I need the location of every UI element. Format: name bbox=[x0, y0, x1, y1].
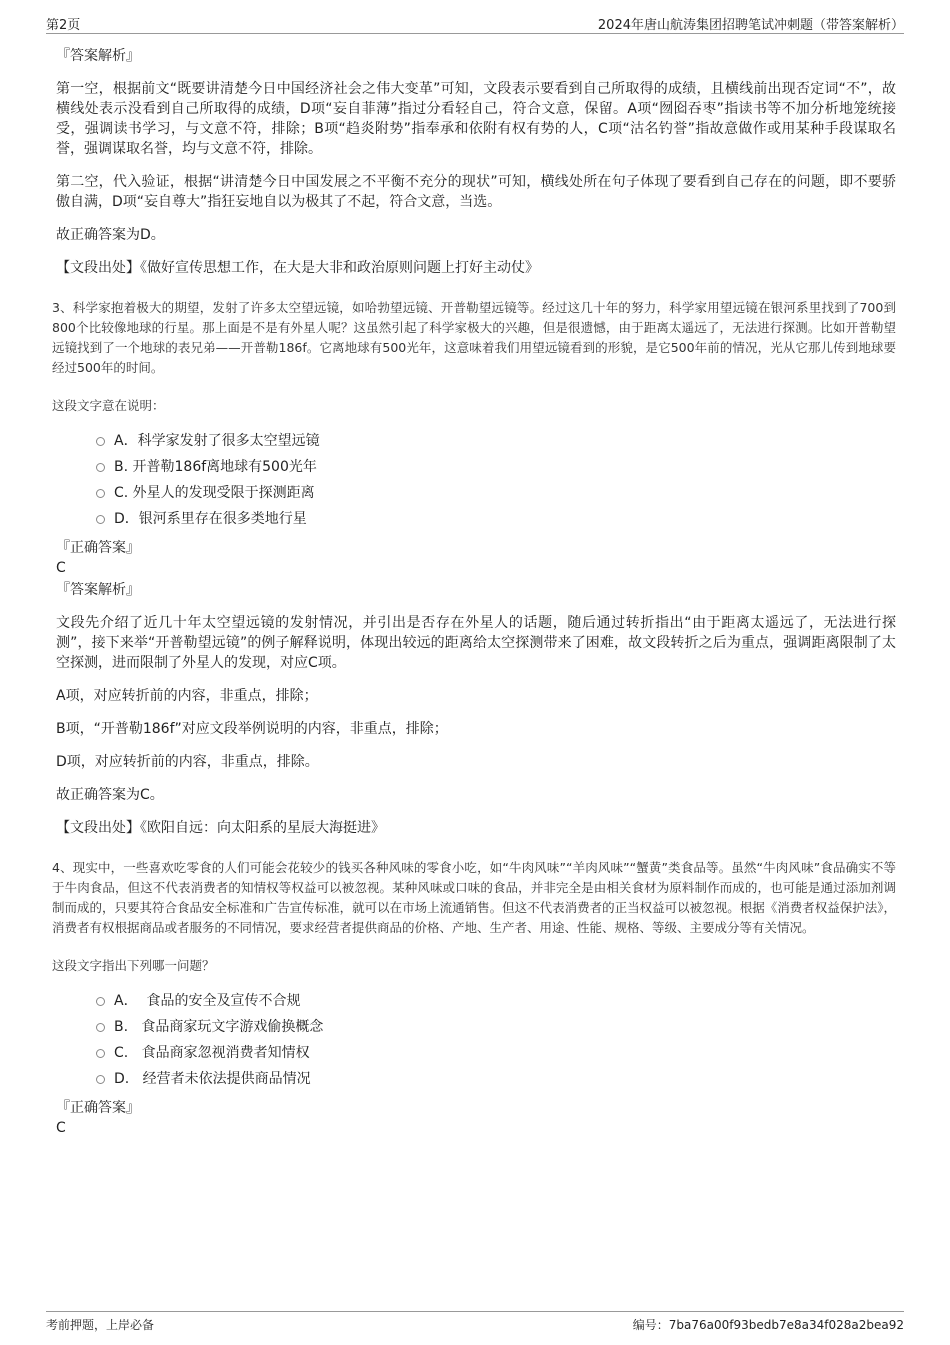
radio-icon[interactable] bbox=[96, 515, 105, 524]
analysis-label: 『答案解析』 bbox=[56, 48, 140, 64]
answer-conclusion: 故正确答案为C。 bbox=[56, 787, 164, 803]
radio-icon[interactable] bbox=[96, 489, 105, 498]
option-b[interactable] bbox=[96, 1014, 896, 1040]
answer-analysis-block-1 bbox=[56, 46, 896, 278]
option-list bbox=[96, 988, 896, 1092]
analysis-paragraph: D项，对应转折前的内容，非重点，排除。 bbox=[56, 754, 319, 770]
analysis-paragraph: A项，对应转折前的内容，非重点，排除； bbox=[56, 688, 318, 704]
option-label: B. 开普勒186f离地球有500光年 bbox=[114, 459, 317, 475]
option-list bbox=[96, 428, 896, 532]
option-label: B. 食品商家玩文字游戏偷换概念 bbox=[114, 1019, 324, 1035]
page-footer bbox=[46, 1311, 904, 1333]
document-title: 2024年唐山航涛集团招聘笔试冲刺题（带答案解析） bbox=[597, 18, 904, 33]
option-label: C. 食品商家忽视消费者知情权 bbox=[114, 1045, 310, 1061]
question-3 bbox=[52, 298, 896, 838]
page-content bbox=[52, 46, 896, 1140]
correct-answer: C bbox=[56, 560, 66, 576]
analysis-label: 『答案解析』 bbox=[56, 582, 140, 598]
correct-answer-label: 『正确答案』 bbox=[56, 540, 140, 556]
radio-icon[interactable] bbox=[96, 463, 105, 472]
analysis-paragraph: 文段先介绍了近几十年太空望远镜的发射情况，并引出是否存在外星人的话题，随后通过转折指出“由于距离太遥远了，无法进行探测”，接下来举“开普勒望远镜”的例子解释说明，体现出较远的距离给太空探测带来了困难，故文段转折之后为重点，强调距离限制了太空探测，进而限制了外星人的发现，对应C项。 bbox=[56, 615, 896, 671]
passage-source: 【文段出处】《做好宣传思想工作，在大是大非和政治原则问题上打好主动仗》 bbox=[56, 260, 539, 276]
passage-source: 【文段出处】《欧阳自远：向太阳系的星辰大海挺进》 bbox=[56, 820, 385, 836]
radio-icon[interactable] bbox=[96, 1075, 105, 1084]
question-prompt: 这段文字意在说明： bbox=[52, 398, 165, 413]
option-c[interactable] bbox=[96, 1040, 896, 1066]
correct-answer: C bbox=[56, 1120, 66, 1136]
page-header bbox=[46, 12, 904, 34]
document-code: 编号：7ba76a00f93bedb7e8a34f028a2bea92 bbox=[632, 1318, 904, 1332]
answer-conclusion: 故正确答案为D。 bbox=[56, 227, 165, 243]
radio-icon[interactable] bbox=[96, 997, 105, 1006]
option-label: D. 经营者未依法提供商品情况 bbox=[114, 1071, 311, 1087]
analysis-paragraph: 第二空，代入验证，根据“讲清楚今日中国发展之不平衡不充分的现状”可知，横线处所在句子体现了要看到自己存在的问题，即不要骄傲自满，D项“妄自尊大”指狂妄地自以为极其了不起，符合文意，当选。 bbox=[56, 174, 896, 210]
option-a[interactable] bbox=[96, 988, 896, 1014]
option-label: D．银河系里存在很多类地行星 bbox=[114, 511, 307, 527]
option-label: C. 外星人的发现受限于探测距离 bbox=[114, 485, 315, 501]
radio-icon[interactable] bbox=[96, 437, 105, 446]
option-label: A． 食品的安全及宣传不合规 bbox=[114, 993, 301, 1009]
question-stem: 3、科学家抱着极大的期望，发射了许多太空望远镜，如哈勃望远镜、开普勒望远镜等。经过这几十年的努力，科学家用望远镜在银河系里找到了700到800个比较像地球的行星。那上面是不是有外星人呢？这虽然引起了科学家极大的兴趣，但是很遗憾，由于距离太遥远了，无法进行探测。比如开普勒望远镜找到了一个地球的表兄弟——开普勒186f。它离地球有500光年，这意味着我们用望远镜看到的形貌，是它500年前的情况，光从它那儿传到地球要经过500年的时间。 bbox=[52, 300, 896, 375]
radio-icon[interactable] bbox=[96, 1023, 105, 1032]
analysis-paragraph: 第一空，根据前文“既要讲清楚今日中国经济社会之伟大变革”可知，文段表示要看到自己所取得的成绩，且横线前出现否定词“不”，故横线处表示没看到自己所取得的成绩，D项“妄自菲薄”指过分看轻自己，符合文意，保留。A项“囫囵吞枣”指读书等不加分析地笼统接受，强调读书学习，与文意不符，排除；B项“趋炎附势”指奉承和依附有权有势的人，C项“沽名钓誉”指故意做作或用某种手段谋取名誉，强调谋取名誉，均与文意不符，排除。 bbox=[56, 81, 896, 157]
radio-icon[interactable] bbox=[96, 1049, 105, 1058]
page-number: 第2页 bbox=[46, 18, 81, 33]
question-prompt: 这段文字指出下列哪一问题？ bbox=[52, 958, 215, 973]
analysis-paragraph: B项，“开普勒186f”对应文段举例说明的内容，非重点，排除； bbox=[56, 721, 448, 737]
question-4 bbox=[52, 858, 896, 1138]
correct-answer-label: 『正确答案』 bbox=[56, 1100, 140, 1116]
option-c[interactable] bbox=[96, 480, 896, 506]
question-stem: 4、现实中，一些喜欢吃零食的人们可能会花较少的钱买各种风味的零食小吃，如“牛肉风味”“羊肉风味”“蟹黄”类食品等。虽然“牛肉风味”食品确实不等于牛肉食品，但这不代表消费者的知情权等权益可以被忽视。某种风味或口味的食品，并非完全是由相关食材为原料制作而成的，也可能是通过添加剂调制而成的，只要其符合食品安全标准和广告宣传标准，就可以在市场上流通销售。但这不代表消费者的正当权益可以被忽视。根据《消费者权益保护法》，消费者有权根据商品或者服务的不同情况，要求经营者提供商品的价格、产地、生产者、用途、性能、规格、等级、主要成分等有关情况。 bbox=[52, 860, 896, 935]
footer-note: 考前押题，上岸必备 bbox=[46, 1318, 155, 1332]
option-d[interactable] bbox=[96, 1066, 896, 1092]
option-b[interactable] bbox=[96, 454, 896, 480]
option-label: A．科学家发射了很多太空望远镜 bbox=[114, 433, 320, 449]
option-d[interactable] bbox=[96, 506, 896, 532]
option-a[interactable] bbox=[96, 428, 896, 454]
